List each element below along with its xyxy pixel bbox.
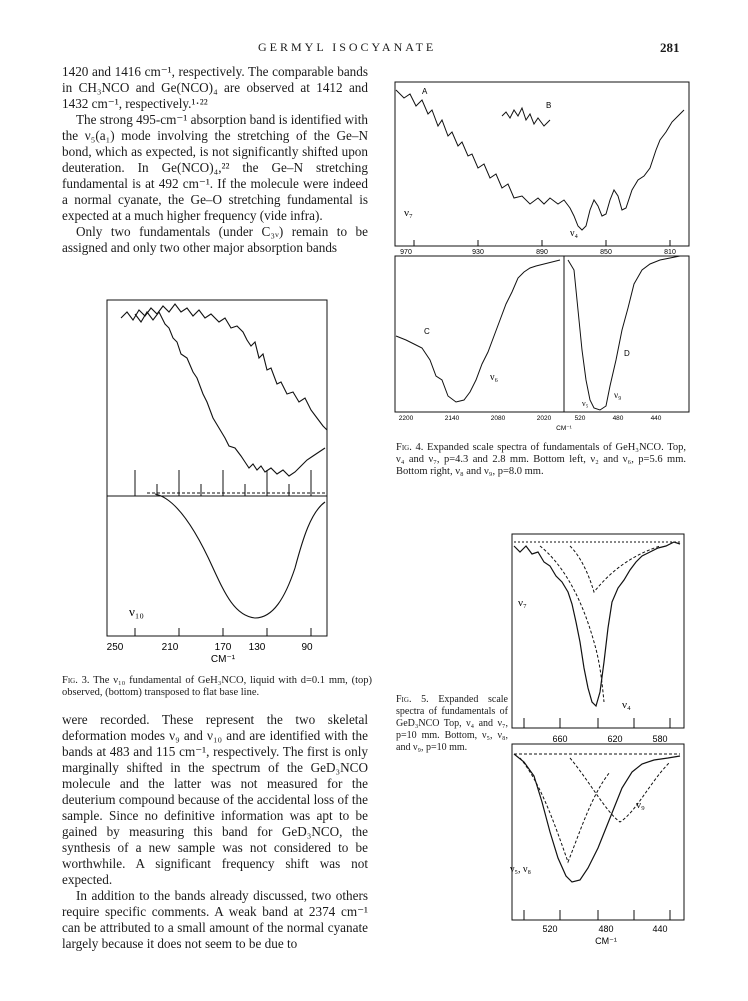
paragraph: The strong 495-cm⁻¹ absorption band is identified with the ν₅(a₁) mode involving the stretching of the Ge–N bond, which as expected, is not significantly shifted upon deuteration. In Ge(NCO)₄,²² the Ge–N stretching fundamental is at 492 cm⁻¹. If the molecule were indeed a normal cyanate, the Ge–O stretching fundamental is expected at a much higher frequency (vide infra). bbox=[62, 112, 368, 223]
body-text-top bbox=[62, 64, 368, 256]
fig5-tick: 620 bbox=[607, 734, 623, 744]
fig5-label-nu4: ν₄ bbox=[622, 699, 631, 711]
fig3-tick: 130 bbox=[248, 642, 266, 653]
fig4-trace-top bbox=[396, 90, 684, 230]
fig5-label-nu9: ν₉ bbox=[636, 799, 645, 811]
fig3-tick: 250 bbox=[106, 642, 124, 653]
fig4-label-nu9: ν₉ bbox=[614, 390, 622, 400]
body-text-bottom bbox=[62, 712, 368, 952]
figure-3-spectra bbox=[95, 298, 335, 673]
caption-label: Fig. 3. bbox=[62, 675, 90, 686]
fig5-dash-b bbox=[570, 546, 660, 592]
caption-label: Fig. 4. bbox=[396, 442, 424, 453]
fig5-tick: 440 bbox=[652, 924, 668, 934]
fig4-label-nu5: ν₅ bbox=[582, 399, 589, 408]
figure-4 bbox=[394, 80, 694, 436]
fig4-label-b: B bbox=[546, 101, 552, 110]
fig4-label-d: D bbox=[624, 349, 630, 358]
figure-3 bbox=[95, 298, 335, 673]
page-header bbox=[0, 40, 748, 60]
fig3-tick: 210 bbox=[161, 642, 179, 653]
fig4-label-a: A bbox=[422, 87, 428, 96]
figure-5 bbox=[510, 532, 690, 952]
fig4-tick: 2020 bbox=[536, 415, 552, 422]
fig4-tick: 810 bbox=[664, 249, 676, 256]
fig4-tick: 850 bbox=[600, 249, 612, 256]
fig4-label-c: C bbox=[424, 327, 430, 336]
fig4-tick: 2140 bbox=[444, 415, 460, 422]
figure-4-spectra bbox=[394, 80, 694, 436]
caption-label: Fig. 5. bbox=[396, 694, 429, 705]
fig3-tick: 170 bbox=[214, 642, 232, 653]
running-title: GERMYL ISOCYANATE bbox=[258, 40, 437, 54]
paragraph: were recorded. These represent the two skeletal deformation modes ν₉ and ν₁₀ and are identified with the bands at 483 and 115 cm⁻¹, respectively. The first is only marginally shifted in the spectrum of the GeD₃NCO molecule and the latter was not measured for the deuterium compound because of the accidental loss of the sample. Since no definitive information was apt to be gained by measuring this band for GeD₃NCO, the synthesis of a new sample was not considered to be worthwhile. A significant frequency shift was not expected. bbox=[62, 712, 368, 887]
caption-text: Expanded scale spectra of fundamentals of GeH₃NCO. Top, ν₄ and ν₇, p=4.3 and 2.8 mm. Bottom left, ν₂ and ν₆, p=5.6 mm. Bottom right, ν₈ and ν₉, p=8.0 mm. bbox=[396, 442, 687, 477]
figure-5-spectra bbox=[510, 532, 690, 952]
caption-text: The ν₁₀ fundamental of GeH₃NCO, liquid with d=0.1 mm, (top) observed, (bottom) transposed to flat base line. bbox=[62, 675, 372, 698]
fig5-dash-c bbox=[520, 758, 610, 862]
fig5-tick: 520 bbox=[542, 924, 558, 934]
fig4-tick: 890 bbox=[536, 249, 548, 256]
fig5-trace-bottom bbox=[514, 754, 680, 882]
caption-text: Expanded scale spectra of fundamentals of GeD₃NCO Top, ν₄ and ν₇, p=10 mm. Bottom, ν₅, ν₈, and ν₉, p=10 mm. bbox=[396, 694, 508, 753]
figure-5-caption bbox=[396, 694, 508, 754]
fig4-tick: 440 bbox=[650, 415, 662, 422]
fig3-tick: 90 bbox=[301, 642, 313, 653]
fig5-label-nu5-nu8: ν₅, ν₈ bbox=[510, 864, 532, 875]
fig3-unit: CM⁻¹ bbox=[210, 654, 236, 665]
fig4-trace-b bbox=[502, 108, 550, 126]
paragraph: 1420 and 1416 cm⁻¹, respectively. The comparable bands in CH₃NCO and Ge(NCO)₄ are observed at 1412 and 1432 cm⁻¹, respectively.¹·²² bbox=[62, 64, 368, 111]
fig5-dash-a bbox=[540, 546, 604, 702]
figure-4-caption bbox=[396, 442, 686, 478]
fig4-unit: CM⁻¹ bbox=[556, 425, 572, 432]
fig5-tick: 580 bbox=[652, 734, 668, 744]
paragraph: Only two fundamentals (under C₃ᵥ) remain to be assigned and only two other major absorption bands bbox=[62, 224, 368, 255]
fig4-label-nu7: ν₇ bbox=[404, 207, 413, 219]
fig4-tick: 2200 bbox=[398, 415, 414, 422]
page-number: 281 bbox=[660, 40, 680, 55]
fig3-transposed-band bbox=[155, 494, 325, 618]
fig4-tick: 480 bbox=[612, 415, 624, 422]
fig4-trace-bottom-right bbox=[568, 256, 680, 410]
paragraph: In addition to the bands already discussed, two others require specific comments. A weak band at 2374 cm⁻¹ can be attributed to a small amount of the normal cyanate largely because it does not seem to be due to bbox=[62, 888, 368, 951]
fig5-unit: CM⁻¹ bbox=[595, 936, 617, 946]
fig4-trace-bottom-left bbox=[396, 260, 560, 402]
fig4-label-nu6: ν₆ bbox=[490, 372, 499, 383]
fig5-dash-d bbox=[570, 758, 670, 822]
figure-3-caption bbox=[62, 675, 372, 699]
fig3-trace-b bbox=[135, 312, 325, 476]
fig4-tick: 520 bbox=[574, 415, 586, 422]
fig4-tick: 970 bbox=[400, 249, 412, 256]
fig5-trace-top bbox=[514, 542, 680, 706]
fig5-tick: 480 bbox=[598, 924, 614, 934]
fig4-tick: 2080 bbox=[490, 415, 506, 422]
fig4-label-nu4: ν₄ bbox=[570, 228, 579, 239]
fig5-label-nu7: ν₇ bbox=[518, 597, 527, 609]
fig4-tick: 930 bbox=[472, 249, 484, 256]
fig5-tick: 660 bbox=[552, 734, 568, 744]
fig3-mode-label: ν₁₀ bbox=[129, 604, 144, 619]
fig3-trace-a bbox=[121, 304, 327, 430]
